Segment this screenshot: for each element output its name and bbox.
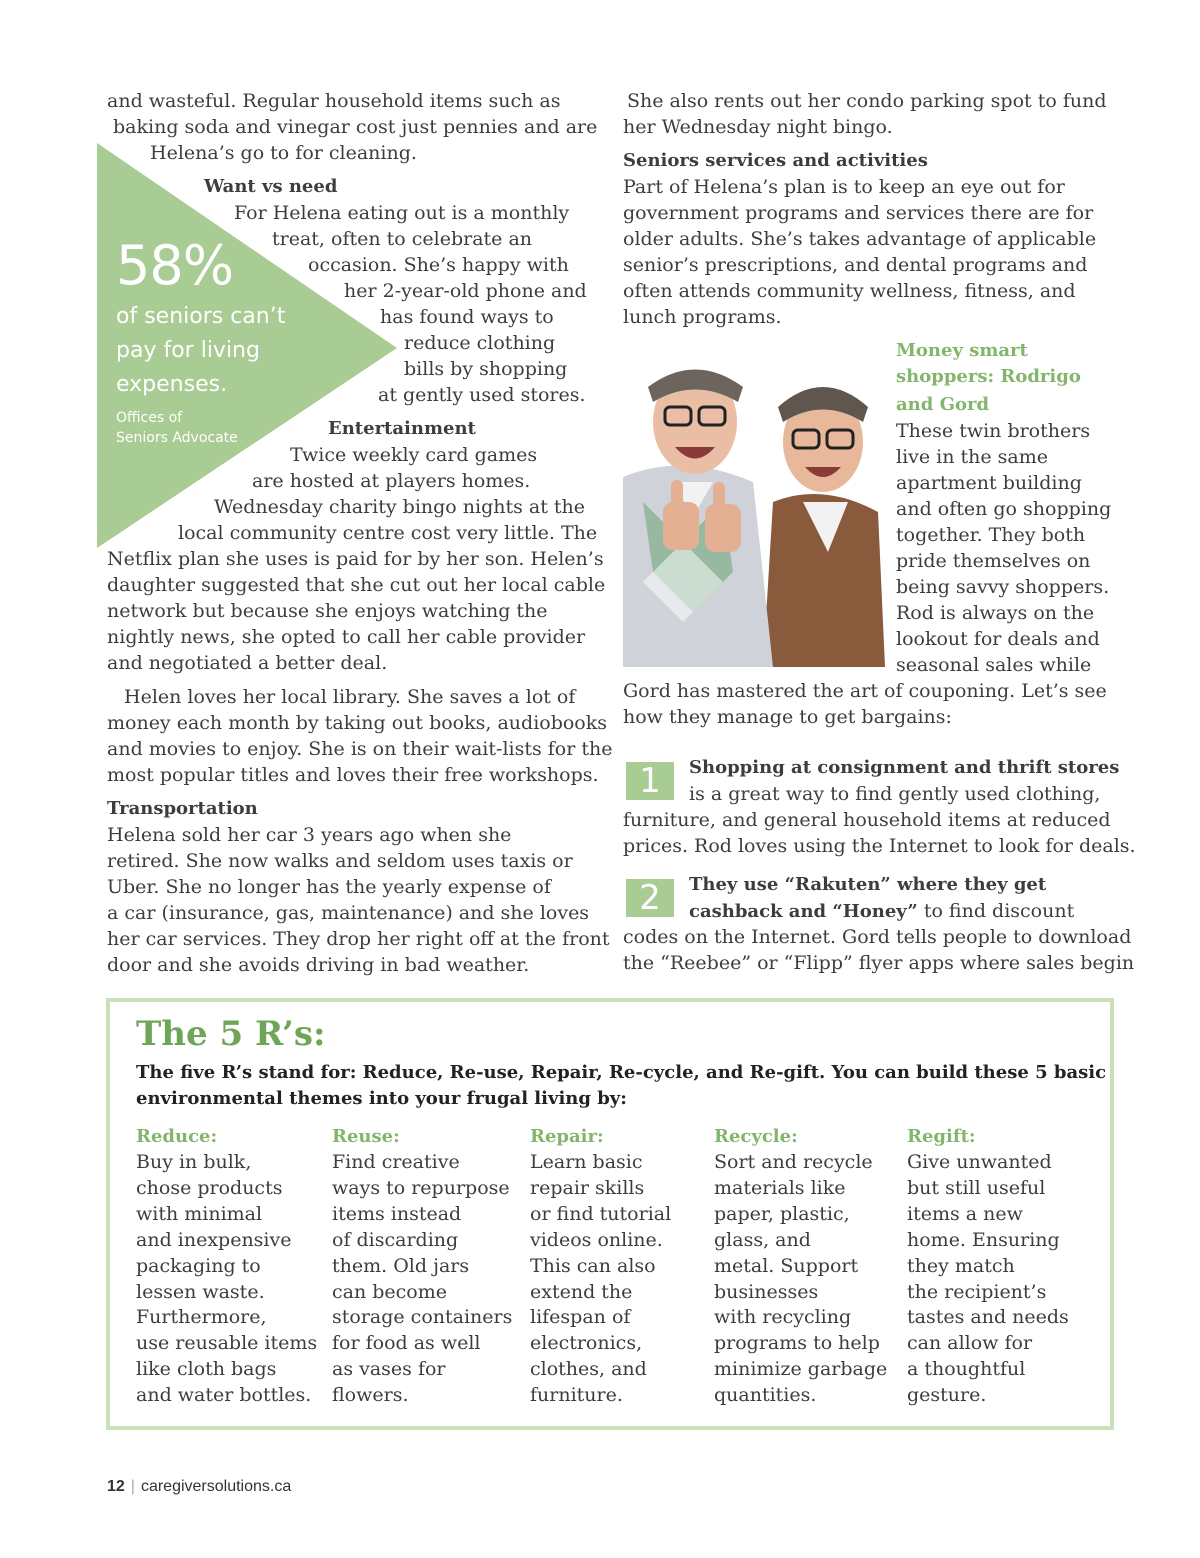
paragraph-line: together. They both <box>896 524 1086 546</box>
money-smart-heading: Money smart <box>896 340 1028 361</box>
r-column-line: gesture. <box>907 1384 987 1407</box>
footer-site: caregiversolutions.ca <box>140 1478 292 1495</box>
paragraph-line: Wednesday charity bingo nights at the <box>214 496 586 518</box>
paragraph-line: Netflix plan she uses is paid for by her son. Helen’s <box>107 548 604 570</box>
section-heading-entertainment: Entertainment <box>328 418 476 439</box>
r-column-line: repair skills <box>530 1176 645 1199</box>
r-column <box>714 1124 887 1409</box>
paragraph-line: Rod is always on the <box>896 602 1095 624</box>
money-smart-heading: and Gord <box>896 394 990 415</box>
r-column-line: packaging to <box>136 1254 261 1277</box>
paragraph-line: nightly news, she opted to call her cable provider <box>107 626 586 648</box>
five-rs-title: The 5 R’s: <box>136 1014 326 1054</box>
r-column <box>907 1124 1069 1409</box>
r-column-line: electronics, <box>530 1332 643 1355</box>
paragraph-line: often attends community wellness, fitness, and <box>623 280 1076 302</box>
tip-heading: Shopping at consignment and thrift stores <box>689 757 1120 778</box>
paragraph-line: Gord has mastered the art of couponing. Let’s see <box>623 680 1107 702</box>
page-number: 12 <box>107 1478 125 1495</box>
page-footer <box>107 1478 291 1496</box>
stat-percentage: 58% <box>116 234 234 297</box>
stat-source: Seniors Advocate <box>116 430 238 446</box>
paragraph-line: money each month by taking out books, audiobooks <box>107 712 608 734</box>
paragraph-line: network but because she enjoys watching the <box>107 600 548 622</box>
paragraph-line: her Wednesday night bingo. <box>623 116 893 138</box>
r-column-line: items a new <box>907 1202 1023 1225</box>
footer-separator: | <box>130 1478 135 1495</box>
r-column-line: them. Old jars <box>332 1254 470 1277</box>
r-column-line: lessen waste. <box>136 1280 265 1303</box>
r-column-line: paper, plastic, <box>714 1202 850 1225</box>
r-column-line: This can also <box>530 1254 656 1277</box>
r-column-line: minimize garbage <box>714 1358 888 1381</box>
paragraph-line: apartment building <box>896 472 1082 494</box>
paragraph-line: Helena sold her car 3 years ago when she <box>107 824 512 846</box>
r-column-line: a thoughtful <box>907 1358 1026 1381</box>
r-column-line: use reusable items <box>136 1332 318 1355</box>
paragraph-line: reduce clothing <box>404 332 556 354</box>
paragraph-line: live in the same <box>896 446 1049 468</box>
paragraph-line: daughter suggested that she cut out her local cable <box>107 574 606 596</box>
paragraph-line: codes on the Internet. Gord tells people to download <box>623 926 1132 948</box>
paragraph-line <box>689 898 1074 925</box>
r-column-line: of discarding <box>332 1228 459 1251</box>
r-column-line: quantities. <box>714 1384 817 1407</box>
paragraph-line: bills by shopping <box>404 358 568 380</box>
tip-heading: They use “Rakuten” where they get <box>689 874 1047 895</box>
r-column-line: extend the <box>530 1280 633 1303</box>
number-badge: 1 <box>626 762 674 800</box>
r-column-line: with minimal <box>136 1202 263 1225</box>
r-column-line: flowers. <box>332 1384 409 1407</box>
stat-line: pay for living <box>116 338 260 363</box>
paragraph-line: a car (insurance, gas, maintenance) and she loves <box>107 902 590 924</box>
r-column-line: chose products <box>136 1176 283 1199</box>
r-column-line: Sort and recycle <box>714 1151 873 1173</box>
r-column <box>136 1124 317 1409</box>
paragraph-line: local community centre cost very little. The <box>178 522 598 544</box>
paragraph-line: lunch programs. <box>623 306 782 328</box>
r-column-heading: Recycle: <box>714 1126 798 1147</box>
paragraph-line: government programs and services there are for <box>623 202 1094 224</box>
r-column-line: metal. Support <box>714 1254 859 1277</box>
paragraph-line: her car services. They drop her right off at the front <box>107 928 610 950</box>
paragraph-line: and often go shopping <box>896 498 1112 520</box>
r-column-line: Find creative <box>332 1151 460 1173</box>
five-rs-intro-line: The five R’s stand for: Reduce, Re-use, Repair, Re-cycle, and Re-gift. You can build these 5 basic <box>136 1062 1107 1083</box>
r-column-line: storage containers <box>332 1306 513 1329</box>
number-badge: 2 <box>626 879 674 917</box>
r-column-line: videos online. <box>530 1228 663 1251</box>
r-column-line: items instead <box>332 1202 462 1225</box>
r-column-line: as vases for <box>332 1358 446 1381</box>
paragraph-line: treat, often to celebrate an <box>272 228 533 250</box>
r-column-line: they match <box>907 1254 1015 1277</box>
paragraph-line: Uber. She no longer has the yearly expense of <box>107 876 551 898</box>
paragraph-line: seasonal sales while <box>896 654 1092 676</box>
r-column-line: and water bottles. <box>136 1384 312 1407</box>
section-heading-want-vs-need: Want vs need <box>204 176 338 197</box>
paragraph-line: Helen loves her local library. She saves a lot of <box>124 686 576 708</box>
r-column <box>332 1124 512 1409</box>
section-heading-seniors-services: Seniors services and activities <box>623 150 928 171</box>
r-column-line: Furthermore, <box>136 1306 267 1329</box>
r-column-line: home. Ensuring <box>907 1228 1060 1251</box>
paragraph-line: door and she avoids driving in bad weather. <box>107 954 530 976</box>
paragraph-line: the “Reebee” or “Flipp” flyer apps where sales begin <box>623 952 1135 974</box>
five-rs-intro-line: environmental themes into your frugal living by: <box>136 1088 627 1109</box>
r-column-line: can allow for <box>907 1332 1033 1355</box>
r-column-line: lifespan of <box>530 1306 631 1329</box>
stat-line: expenses. <box>116 372 228 397</box>
r-column-line: businesses <box>714 1280 819 1303</box>
paragraph-line: Part of Helena’s plan is to keep an eye out for <box>623 176 1065 198</box>
paragraph-line: are hosted at players homes. <box>252 470 531 492</box>
paragraph-line: most popular titles and loves their free workshops. <box>107 764 599 786</box>
r-column-line: materials like <box>714 1176 846 1199</box>
r-column-line: with recycling <box>714 1306 852 1329</box>
r-column <box>530 1124 671 1409</box>
r-column-line: tastes and needs <box>907 1306 1069 1329</box>
paragraph-line: occasion. She’s happy with <box>308 254 569 276</box>
paragraph-line: and wasteful. Regular household items such as <box>107 90 561 112</box>
r-column-line: furniture. <box>530 1384 623 1407</box>
paragraph-line: how they manage to get bargains: <box>623 706 952 728</box>
paragraph-line: furniture, and general household items at reduced <box>623 809 1111 831</box>
tip-heading-part: cashback and “Honey” <box>689 901 918 922</box>
paragraph-line: For Helena eating out is a monthly <box>234 202 570 224</box>
paragraph-line: prices. Rod loves using the Internet to look for deals. <box>623 835 1136 857</box>
paragraph-line: lookout for deals and <box>896 628 1100 650</box>
r-column-line: programs to help <box>714 1332 880 1355</box>
paragraph-line: her 2-year-old phone and <box>344 280 587 302</box>
r-column-line: clothes, and <box>530 1358 647 1381</box>
paragraph-line: pride themselves on <box>896 550 1091 572</box>
paragraph-line: She also rents out her condo parking spot to fund <box>627 90 1107 112</box>
twin-brothers-photo <box>623 352 885 667</box>
tip-text-part: to find discount <box>917 900 1075 922</box>
paragraph-line: Helena’s go to for cleaning. <box>150 142 417 164</box>
r-column-line: glass, and <box>714 1228 811 1251</box>
stat-source: Offices of <box>116 410 183 426</box>
paragraph-line: Twice weekly card games <box>290 444 538 466</box>
paragraph-line: and negotiated a better deal. <box>107 652 388 674</box>
paragraph-line: senior’s prescriptions, and dental programs and <box>623 254 1088 276</box>
r-column-line: but still useful <box>907 1176 1046 1199</box>
r-column-line: for food as well <box>332 1332 481 1355</box>
paragraph-line: baking soda and vinegar cost just pennies and are <box>113 116 598 138</box>
r-column-line: and inexpensive <box>136 1228 292 1251</box>
r-column-heading: Reduce: <box>136 1126 218 1147</box>
r-column-line: or find tutorial <box>530 1202 672 1225</box>
r-column-heading: Reuse: <box>332 1126 400 1147</box>
paragraph-line: These twin brothers <box>896 420 1091 442</box>
paragraph-line: retired. She now walks and seldom uses taxis or <box>107 850 573 872</box>
money-smart-heading: shoppers: Rodrigo <box>896 366 1081 387</box>
paragraph-line: older adults. She’s takes advantage of applicable <box>623 228 1097 250</box>
section-heading-transportation: Transportation <box>107 798 258 819</box>
r-column-line: the recipient’s <box>907 1280 1047 1303</box>
r-column-line: Buy in bulk, <box>136 1151 252 1173</box>
r-column-line: can become <box>332 1280 447 1303</box>
r-column-heading: Repair: <box>530 1126 604 1147</box>
paragraph-line: has found ways to <box>380 306 554 328</box>
paragraph-line: and movies to enjoy. She is on their wait-lists for the <box>107 738 613 760</box>
r-column-heading: Regift: <box>907 1126 976 1147</box>
r-column-line: like cloth bags <box>136 1358 277 1381</box>
paragraph-line: at gently used stores. <box>378 384 586 406</box>
paragraph-line: is a great way to find gently used clothing, <box>689 783 1101 805</box>
r-column-line: Learn basic <box>530 1151 643 1173</box>
paragraph-line: being savvy shoppers. <box>896 576 1110 598</box>
r-column-line: ways to repurpose <box>332 1176 510 1199</box>
stat-line: of seniors can’t <box>116 304 286 329</box>
r-column-line: Give unwanted <box>907 1151 1052 1173</box>
